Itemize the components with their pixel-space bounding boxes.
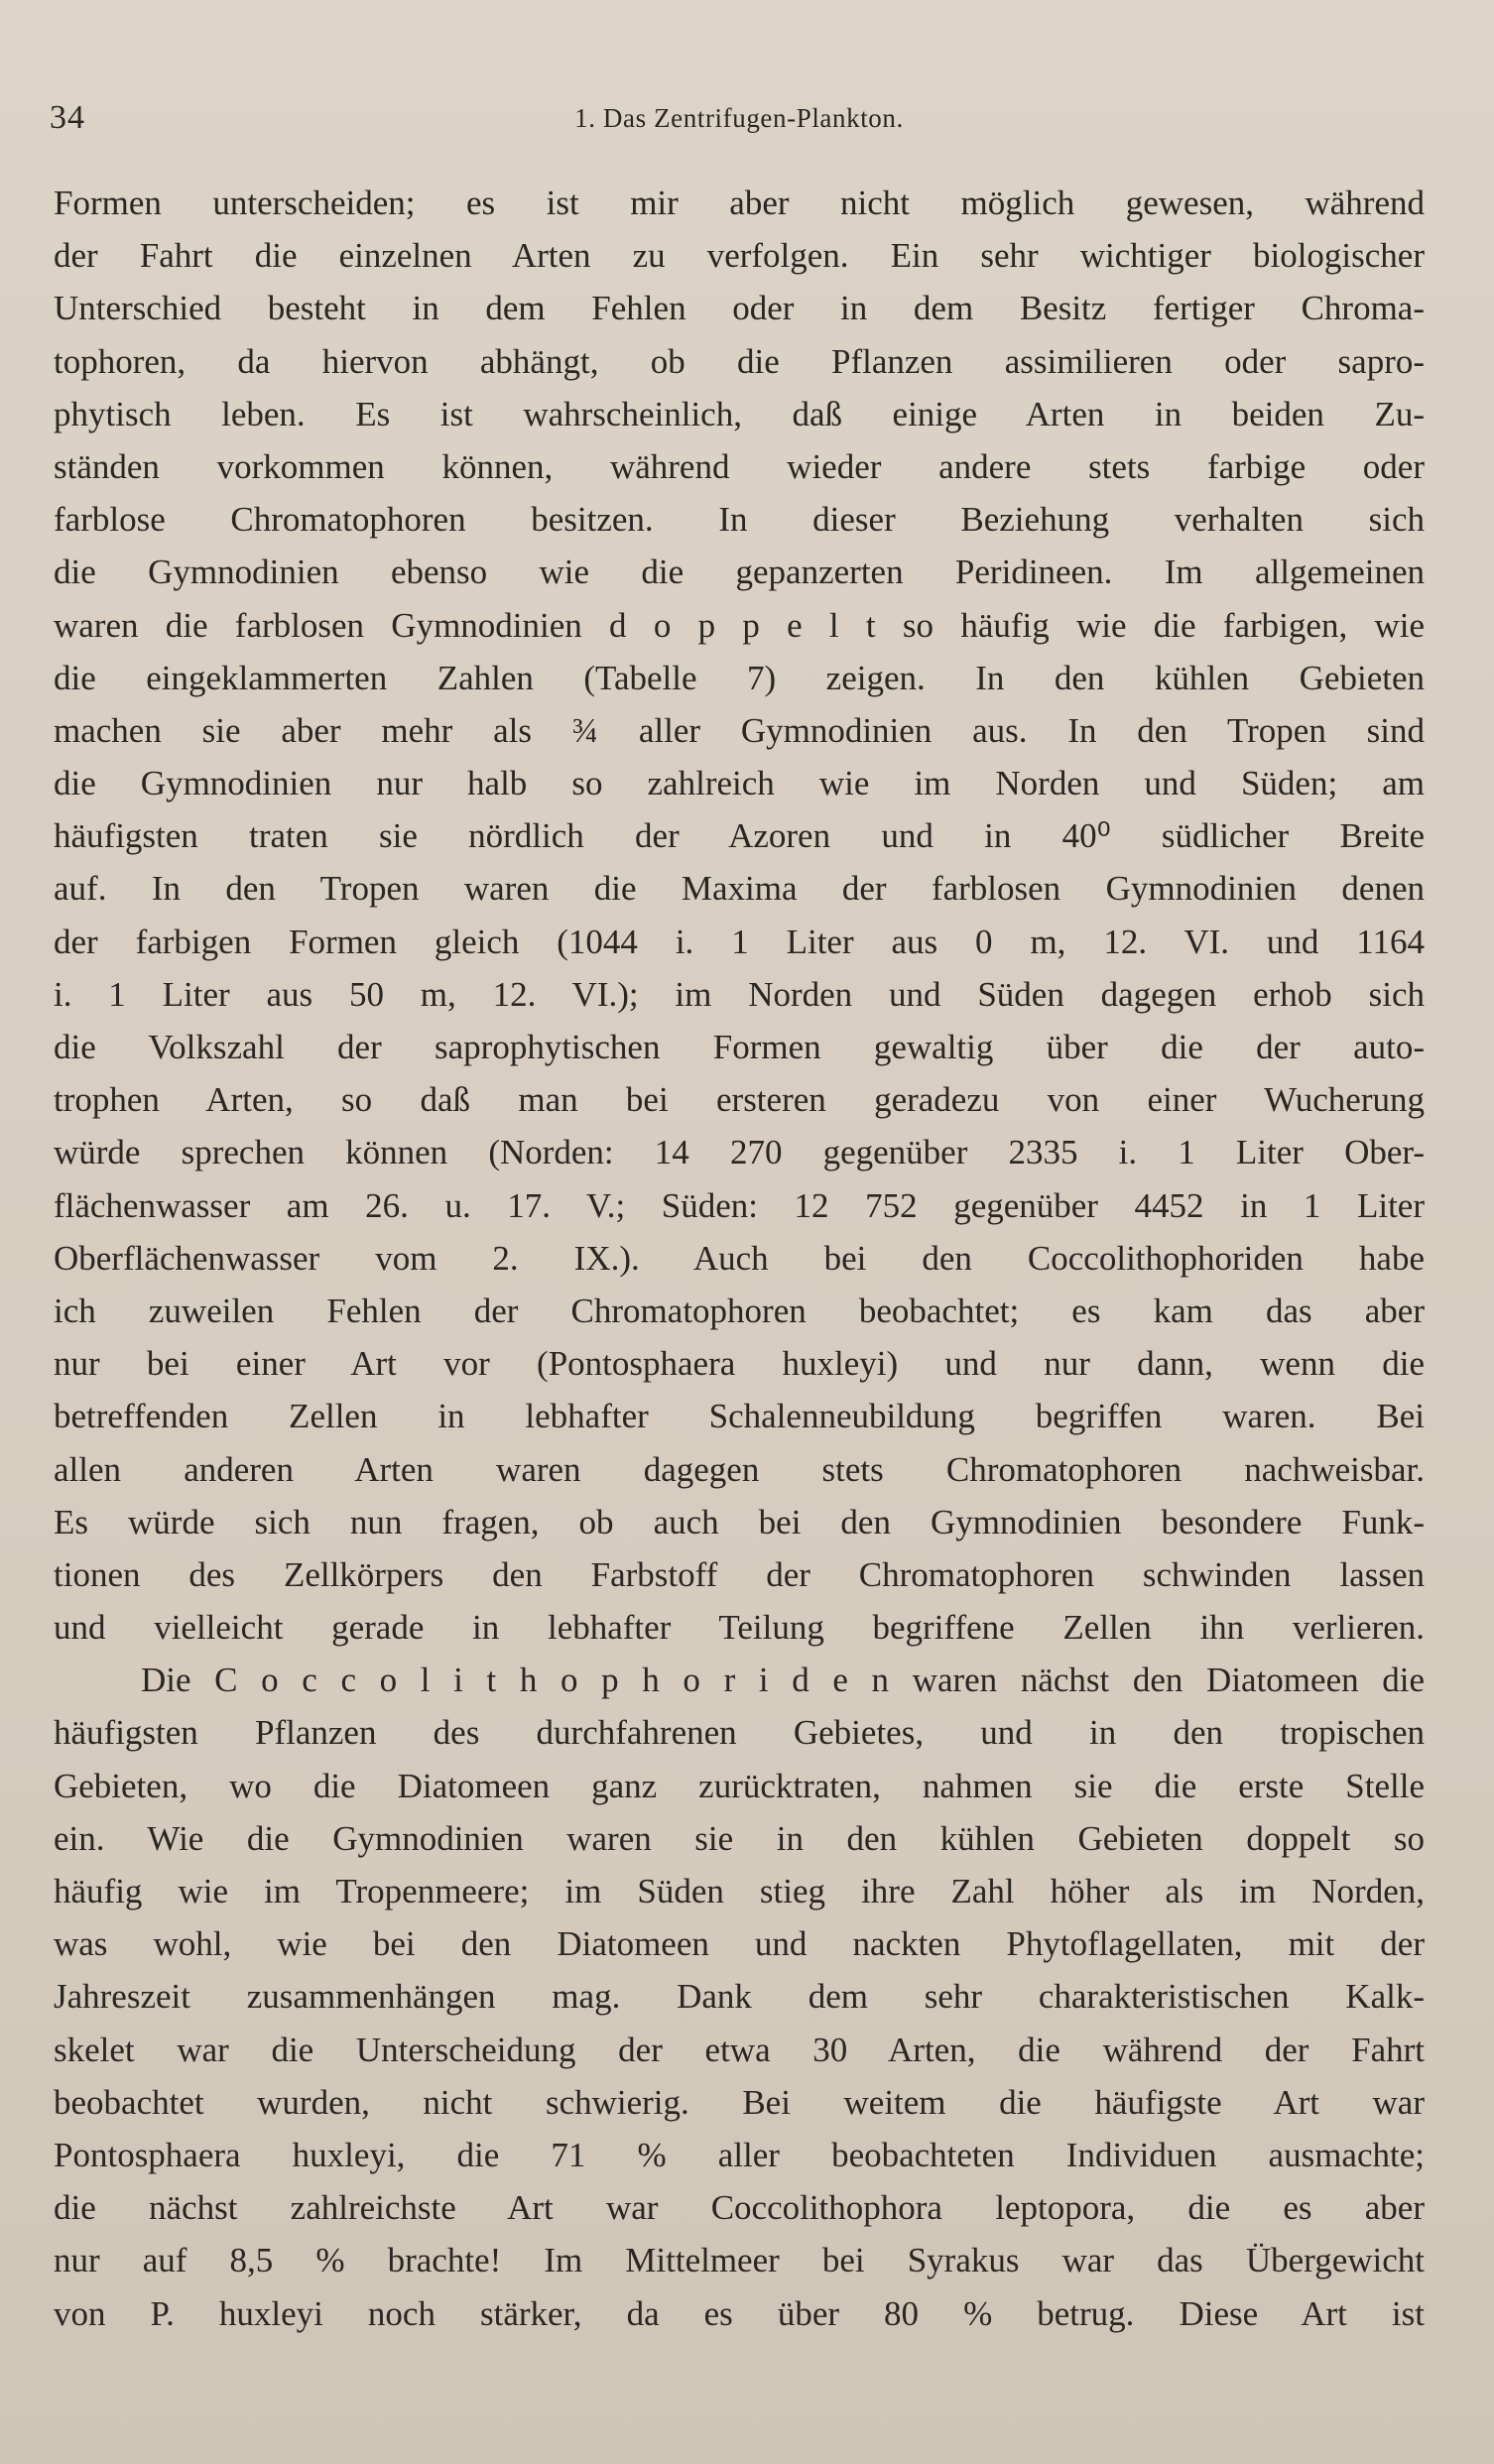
text-line: Gebieten, wo die Diatomeen ganz zurücktraten, nahmen sie die erste Stelle: [54, 1766, 1425, 1805]
page-number: 34: [50, 99, 85, 136]
text-line: machen sie aber mehr als ¾ aller Gymnodinien aus. In den Tropen sind: [54, 710, 1425, 750]
text-line: skelet war die Unterscheidung der etwa 30 Arten, die während der Fahrt: [54, 2030, 1425, 2069]
text-line: die nächst zahlreichste Art war Coccolithophora leptopora, die es aber: [54, 2188, 1425, 2228]
text-line: von P. huxleyi noch stärker, da es über 80 % betrug. Diese Art ist: [54, 2293, 1425, 2333]
text-line: flächenwasser am 26. u. 17. V.; Süden: 12 752 gegenüber 4452 in 1 Liter: [54, 1185, 1425, 1225]
text-line: häufigsten traten sie nördlich der Azoren und in 40⁰ südlicher Breite: [54, 816, 1425, 856]
text-line: Oberflächenwasser vom 2. IX.). Auch bei den Coccolithophoriden habe: [54, 1238, 1425, 1278]
text-line: Jahreszeit zusammenhängen mag. Dank dem sehr charakteristischen Kalk-: [54, 1977, 1425, 2017]
text-line: tionen des Zellkörpers den Farbstoff der Chromatophoren schwinden lassen: [54, 1554, 1425, 1594]
text-line: Formen unterscheiden; es ist mir aber nicht möglich gewesen, während: [54, 184, 1425, 222]
text-line: der Fahrt die einzelnen Arten zu verfolgen. Ein sehr wichtiger biologischer: [54, 236, 1425, 276]
text-line: ständen vorkommen können, während wieder andere stets farbige oder: [54, 446, 1425, 486]
text-line: ein. Wie die Gymnodinien waren sie in den kühlen Gebieten doppelt so: [54, 1818, 1425, 1858]
paragraph: [54, 1654, 1425, 2339]
text-line: nur bei einer Art vor (Pontosphaera huxleyi) und nur dann, wenn die: [54, 1344, 1425, 1384]
body-text: [54, 177, 1425, 2340]
text-line: auf. In den Tropen waren die Maxima der farblosen Gymnodinien denen: [54, 869, 1425, 909]
text-line: Es würde sich nun fragen, ob auch bei den Gymnodinien besondere Funk-: [54, 1502, 1425, 1541]
page-header: [50, 99, 1429, 149]
text-line: die Volkszahl der saprophytischen Formen gewaltig über die der auto-: [54, 1028, 1425, 1066]
text-line: der farbigen Formen gleich (1044 i. 1 Liter aus 0 m, 12. VI. und 1164: [54, 922, 1425, 961]
text-line: farblose Chromatophoren besitzen. In dieser Beziehung verhalten sich: [54, 500, 1425, 540]
text-line: i. 1 Liter aus 50 m, 12. VI.); im Norden und Süden dagegen erhob sich: [54, 974, 1425, 1014]
paragraph: [54, 177, 1425, 1654]
text-line: Die C o c c o l i t h o p h o r i d e n waren nächst den Diatomeen die: [141, 1661, 1425, 1700]
running-title: 1. Das Zentrifugen-Plankton.: [574, 103, 904, 133]
text-line: häufig wie im Tropenmeere; im Süden stieg ihre Zahl höher als im Norden,: [54, 1872, 1425, 1910]
text-line: würde sprechen können (Norden: 14 270 gegenüber 2335 i. 1 Liter Ober-: [54, 1133, 1425, 1172]
text-line: trophen Arten, so daß man bei ersteren geradezu von einer Wucherung: [54, 1080, 1425, 1120]
text-line: und vielleicht gerade in lebhafter Teilung begriffene Zellen ihn verlieren.: [54, 1608, 1425, 1648]
text-line: häufigsten Pflanzen des durchfahrenen Gebietes, und in den tropischen: [54, 1713, 1425, 1753]
text-line: Unterschied besteht in dem Fehlen oder in dem Besitz fertiger Chroma-: [54, 289, 1425, 328]
text-line: nur auf 8,5 % brachte! Im Mittelmeer bei Syrakus war das Übergewicht: [54, 2241, 1425, 2280]
text-line: betreffenden Zellen in lebhafter Schalenneubildung begriffen waren. Bei: [54, 1397, 1425, 1436]
text-line: waren die farblosen Gymnodinien d o p p e l t so häufig wie die farbigen, wie: [54, 605, 1425, 645]
text-line: allen anderen Arten waren dagegen stets Chromatophoren nachweisbar.: [54, 1449, 1425, 1489]
text-line: die Gymnodinien nur halb so zahlreich wie im Norden und Süden; am: [54, 764, 1425, 803]
text-line: die Gymnodinien ebenso wie die gepanzerten Peridineen. Im allgemeinen: [54, 553, 1425, 592]
text-line: die eingeklammerten Zahlen (Tabelle 7) zeigen. In den kühlen Gebieten: [54, 658, 1425, 697]
text-line: tophoren, da hiervon abhängt, ob die Pflanzen assimilieren oder sapro-: [54, 341, 1425, 381]
text-line: phytisch leben. Es ist wahrscheinlich, daß einige Arten in beiden Zu-: [54, 394, 1425, 433]
text-line: beobachtet wurden, nicht schwierig. Bei weitem die häufigste Art war: [54, 2082, 1425, 2122]
text-line: Pontosphaera huxleyi, die 71 % aller beobachteten Individuen ausmachte;: [54, 2135, 1425, 2174]
text-line: was wohl, wie bei den Diatomeen und nackten Phytoflagellaten, mit der: [54, 1924, 1425, 1964]
text-line: ich zuweilen Fehlen der Chromatophoren beobachtet; es kam das aber: [54, 1291, 1425, 1330]
